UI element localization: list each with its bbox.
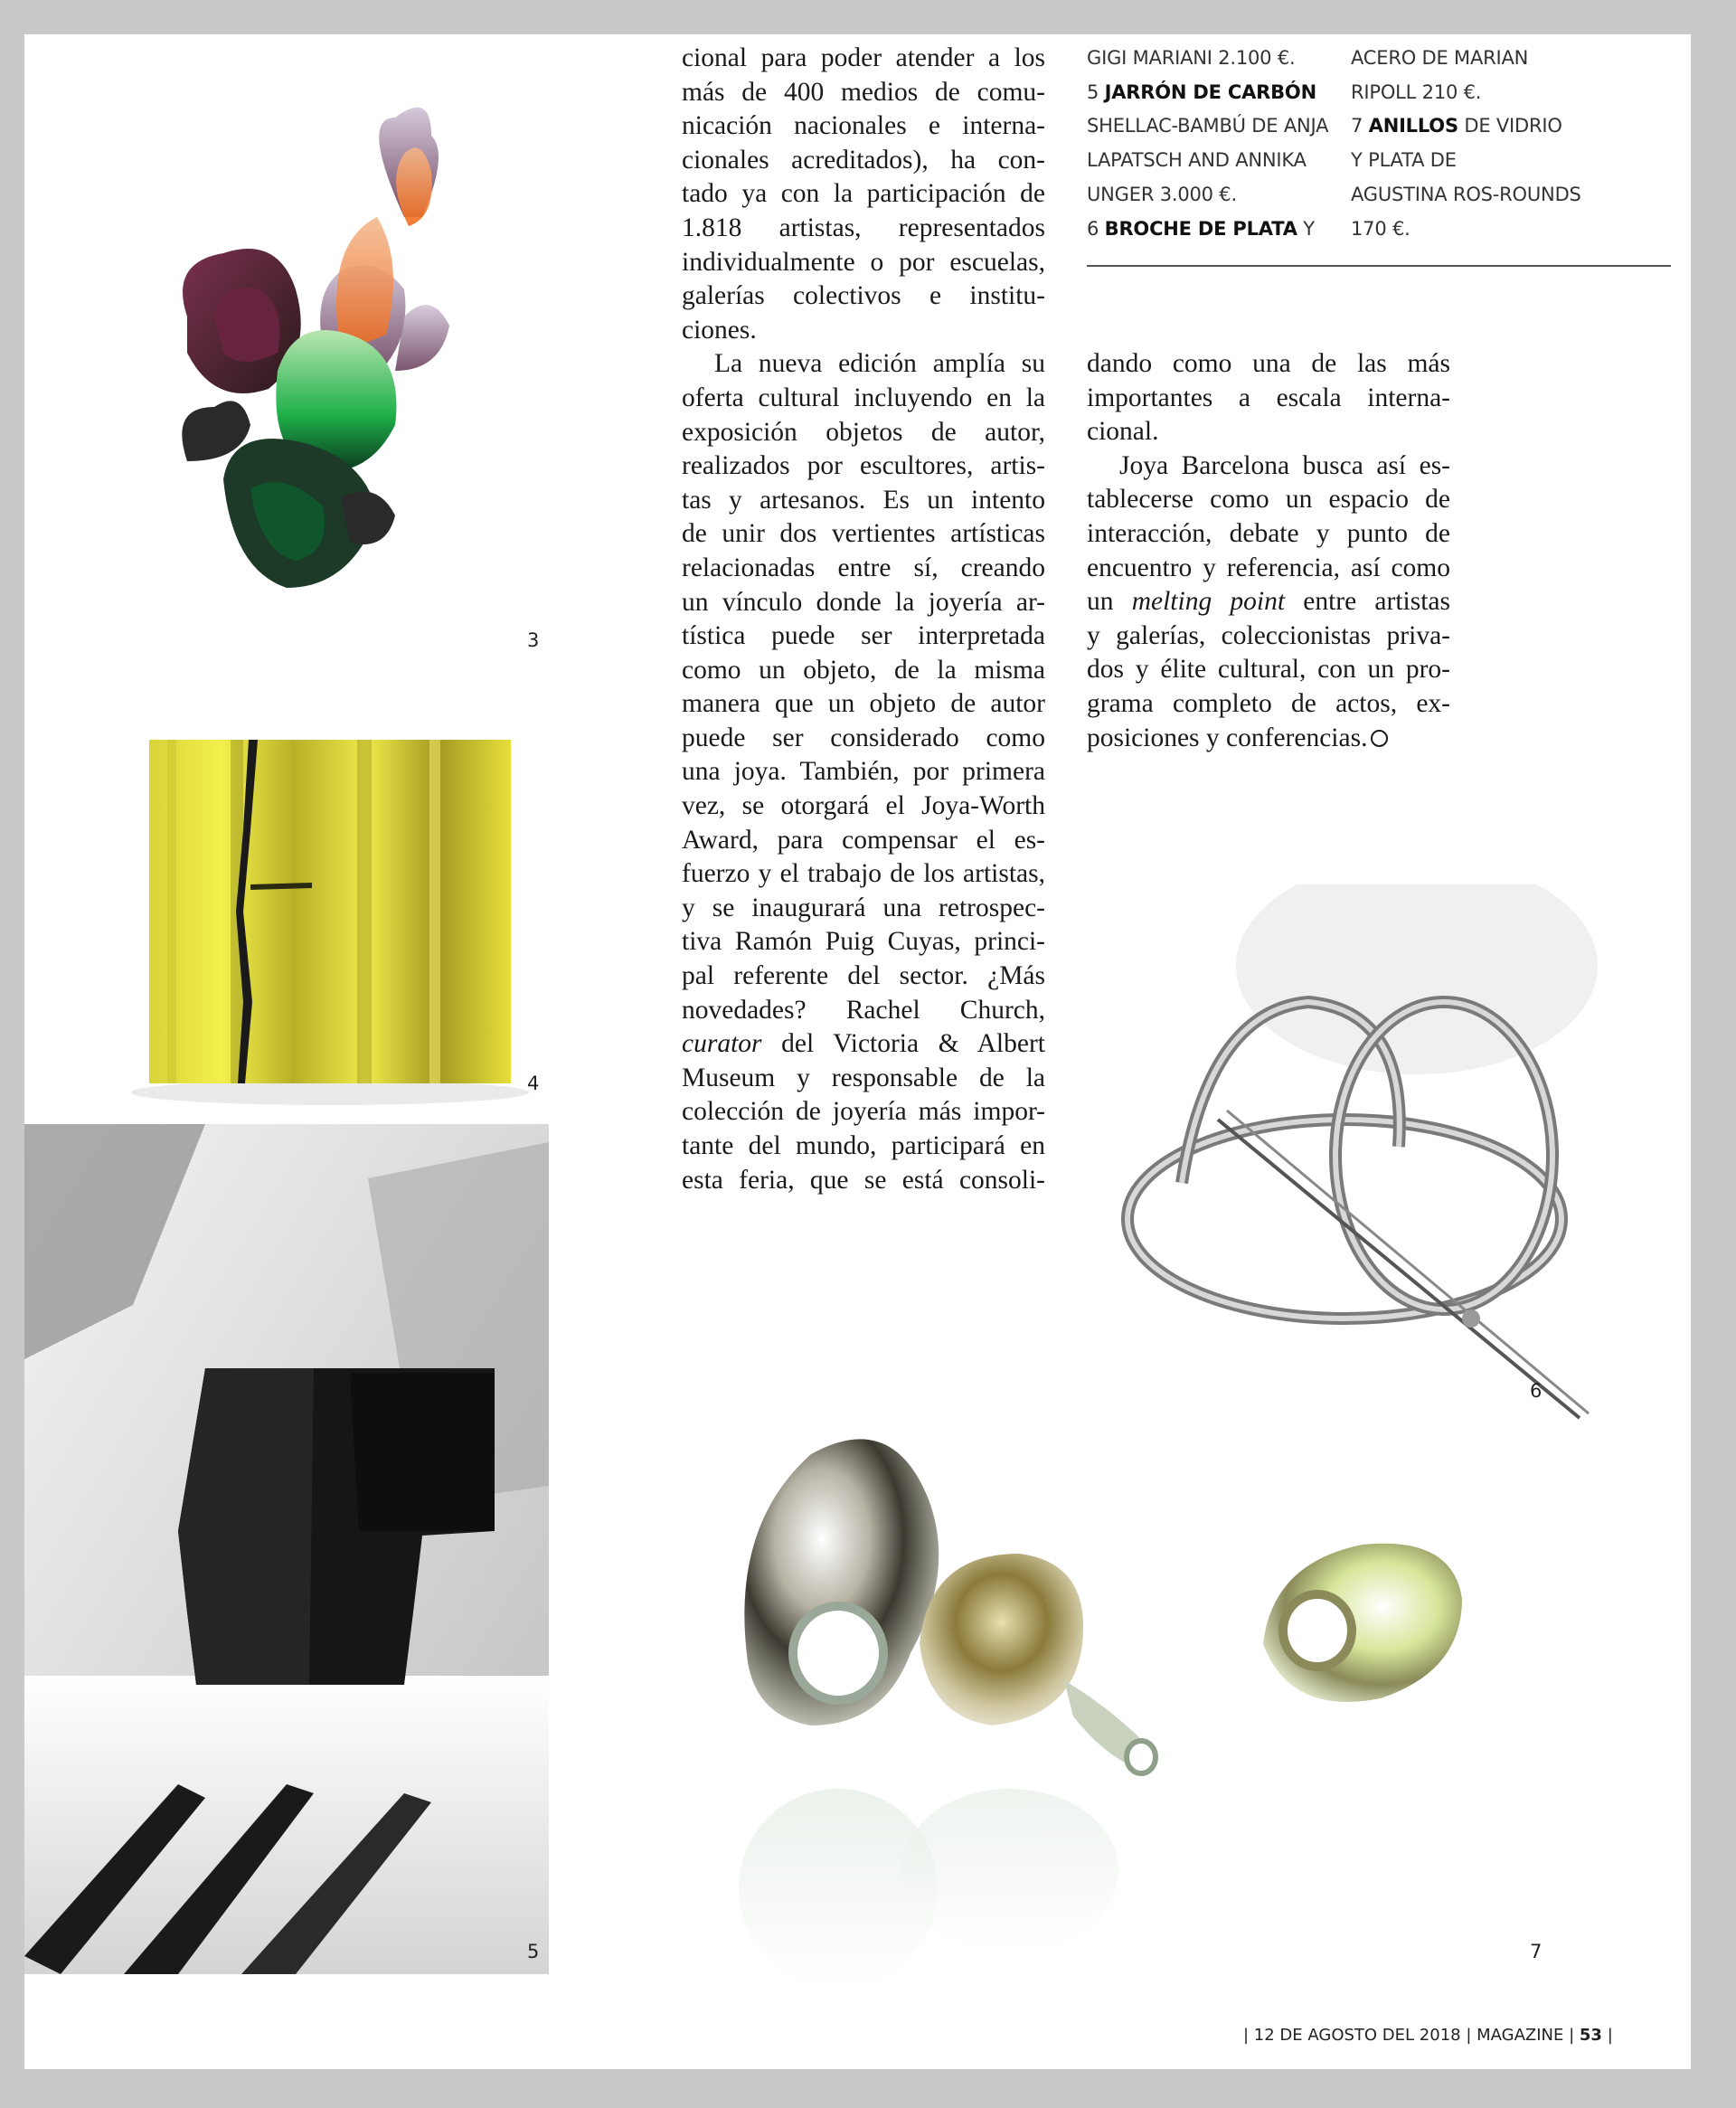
article-column-2 [1087,347,1450,755]
text-line: más de 400 medios de comu- [682,77,1045,107]
text-line: exposición objetos de autor, [682,417,1045,447]
text-line: como un objeto, de la misma [682,655,1045,685]
caption-line: 7 ANILLOS DE VIDRIO [1351,115,1562,137]
text-line: tablecerse como un espacio de [1087,485,1450,515]
text-line: fuerzo y el trabajo de los artistas, [682,859,1045,889]
photo-glass-rings [712,1418,1616,2006]
captions-column-a [1087,42,1329,246]
photo-flower-brooch [133,81,476,669]
figure-number-6: 6 [1530,1380,1543,1402]
figure-number-5: 5 [527,1941,540,1962]
text-line: Museum y responsable de la [682,1063,1045,1092]
text-line: dando como una de las más [1087,349,1450,378]
text-line: un vínculo donde la joyería ar- [682,587,1045,617]
footer-page-number: 53 [1579,2026,1602,2045]
text-line: oferta cultural incluyendo en la [682,383,1045,412]
text-line: 1.818 artistas, representados [682,213,1045,242]
caption-line: GIGI MARIANI 2.100 €. [1087,47,1296,69]
text-line: encuentro y referencia, así como [1087,553,1450,582]
text-line-final [1087,722,1450,756]
glass-rings-illustration [712,1418,1616,2006]
emphasis-text: BROCHE DE PLATA [1104,217,1297,240]
caption-line: Y PLATA DE [1351,149,1457,172]
text-line: galerías colectivos e institu- [682,281,1045,311]
footer-separator: | [1460,2026,1477,2045]
text-line: ciones. [682,315,757,345]
text-line: de unir dos vertientes artísticas [682,519,1045,549]
footer-date: 12 DE AGOSTO DEL 2018 [1253,2026,1461,2045]
emphasis-text: ANILLOS [1368,115,1458,137]
text-line: realizados por escultores, artis- [682,451,1045,481]
caption-line: SHELLAC-BAMBÚ DE ANJA [1087,115,1329,137]
text-line: manera que un objeto de autor [682,689,1045,719]
caption-line: UNGER 3.000 €. [1087,183,1237,205]
figure-number-3: 3 [527,629,540,651]
gold-brooch-illustration [131,731,529,1111]
photo-silver-brooch [1073,884,1670,1463]
text-line: interacción, debate y punto de [1087,518,1450,548]
text-line-melting-point: un melting point entre artistas [1087,587,1450,617]
footer-separator: | [1563,2026,1580,2045]
flower-brooch-illustration [133,81,476,669]
text-line: y se inaugurará una retrospec- [682,893,1045,922]
text-line: tas y artesanos. Es un intento [682,485,1045,515]
page-footer [1243,2026,1613,2045]
caption-line: LAPATSCH AND ANNIKA [1087,149,1307,172]
text-line: individualmente o por escuelas, [682,247,1045,277]
text-line: cional. [1087,417,1159,447]
text-line: tado ya con la participación de [682,179,1045,209]
text-line: cional para poder atender a los [682,43,1045,72]
text-line: tística puede ser interpretada [682,621,1045,651]
caption-line: RIPOLL 210 €. [1351,80,1482,103]
text-line: relacionadas entre sí, creando [682,553,1045,582]
figure-number-7: 7 [1530,1941,1543,1962]
carbon-vase-illustration [24,1124,549,1974]
emphasis-text: melting point [1131,587,1286,617]
caption-line: AGUSTINA ROS-ROUNDS [1351,183,1581,205]
text-line: Award, para compensar el es- [682,825,1045,855]
caption-line: 5 JARRÓN DE CARBÓN [1087,80,1316,103]
text-line: Joya Barcelona busca así es- [1119,450,1450,480]
paragraph-1 [682,42,1045,347]
emphasis-text: curator [682,1029,762,1059]
photo-gold-brooch [131,731,529,1111]
paragraph-2 [682,347,1045,1197]
silver-brooch-illustration [1073,884,1670,1463]
text-line: vez, se otorgará el Joya-Worth [682,791,1045,821]
footer-separator: | [1243,2026,1254,2045]
text-line: La nueva edición amplía su [714,349,1045,379]
text-line: puede ser considerado como [682,723,1045,752]
text-line: pal referente del sector. ¿Más [682,961,1045,991]
caption-line: 6 BROCHE DE PLATA Y [1087,217,1315,240]
text-line: tiva Ramón Puig Cuyas, princi- [682,927,1045,957]
text-line: esta feria, que se está consoli- [682,1165,1045,1195]
final-line-text: posiciones y conferencias. [1087,723,1368,752]
paragraph-3 [1087,347,1450,449]
text-line: y galerías, coleccionistas priva- [1087,620,1450,650]
end-of-article-mark [1371,730,1388,747]
text-line: una joya. También, por primera [682,757,1045,787]
magazine-page [24,34,1691,2069]
emphasis-text: JARRÓN DE CARBÓN [1104,80,1316,103]
captions-divider [1087,265,1671,267]
footer-section: MAGAZINE [1477,2026,1564,2045]
text-line: grama completo de actos, ex- [1087,688,1450,718]
figure-number-4: 4 [527,1073,540,1094]
text-line: tante del mundo, participará en [682,1131,1045,1160]
photo-carbon-vase [24,1124,549,1974]
captions-column-b [1351,42,1604,246]
caption-line: 170 €. [1351,217,1410,240]
text-line: cionales acreditados), ha con- [682,145,1045,175]
text-line: nicación nacionales e interna- [682,111,1045,141]
text-line-curator: curator del Victoria & Albert [682,1029,1045,1059]
text-line: colección de joyería más impor- [682,1097,1045,1127]
caption-line: ACERO DE MARIAN [1351,47,1529,69]
article-column-1 [682,42,1045,1197]
paragraph-4 [1087,449,1450,755]
text-line: dos y élite cultural, con un pro- [1087,655,1450,685]
text-line: importantes a escala interna- [1087,383,1450,412]
text-line: novedades? Rachel Church, [682,995,1045,1025]
footer-separator: | [1601,2026,1613,2045]
